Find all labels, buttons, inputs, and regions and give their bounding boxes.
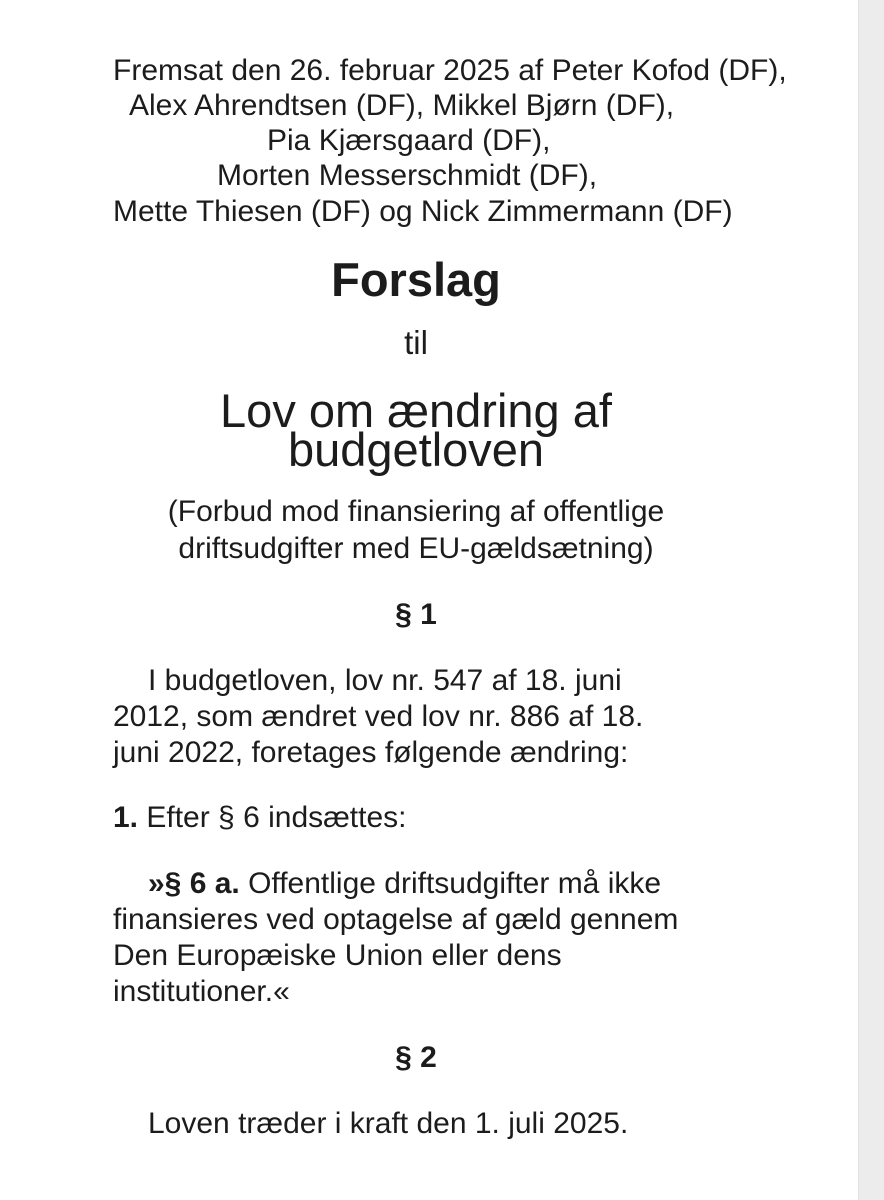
section-2-text: Loven træder i kraft den 1. juli 2025. [148, 1107, 629, 1140]
section-1-heading: § 1 [395, 598, 437, 631]
amendment-text: Efter § 6 indsættes: [138, 801, 407, 834]
section-1-text-line: 2012, som ændret ved lov nr. 886 af 18. [113, 700, 644, 733]
amendment-item [113, 800, 407, 836]
inserted-provision-line: finansieres ved optagelse af gæld gennem [113, 903, 679, 936]
section-1-text-line: I budgetloven, lov nr. 547 af 18. juni [148, 664, 622, 697]
sponsor-line: Pia Kjærsgaard (DF), [267, 124, 551, 157]
amendment-number: 1. [113, 801, 139, 834]
inserted-provision-line: institutioner.« [113, 975, 290, 1008]
inserted-provision-label: »§ 6 a. [148, 867, 240, 900]
inserted-provision-text: Offentlige driftsudgifter må ikke [239, 867, 662, 900]
sponsor-line: Alex Ahrendtsen (DF), Mikkel Bjørn (DF), [129, 89, 675, 122]
law-title-line: Lov om ændring af [220, 384, 612, 437]
sponsor-line: Mette Thiesen (DF) og Nick Zimmermann (DF) [113, 195, 733, 228]
law-subtitle-line: driftsudgifter med EU-gældsætning) [178, 532, 654, 565]
sponsor-line: Fremsat den 26. februar 2025 af Peter Kofod (DF), [113, 54, 787, 87]
section-2-heading: § 2 [395, 1041, 437, 1074]
title-connector: til [404, 324, 428, 361]
section-1-text-line: juni 2022, foretages følgende ændring: [113, 736, 629, 769]
scrollbar[interactable] [858, 0, 884, 1200]
sponsor-line: Morten Messerschmidt (DF), [217, 159, 598, 192]
inserted-provision-line [148, 866, 661, 902]
inserted-provision-line: Den Europæiske Union eller dens [113, 939, 562, 972]
law-title-line: budgetloven [287, 423, 545, 476]
document-title: Forslag [331, 253, 501, 306]
law-subtitle-line: (Forbud mod finansiering af offentlige [167, 495, 665, 528]
